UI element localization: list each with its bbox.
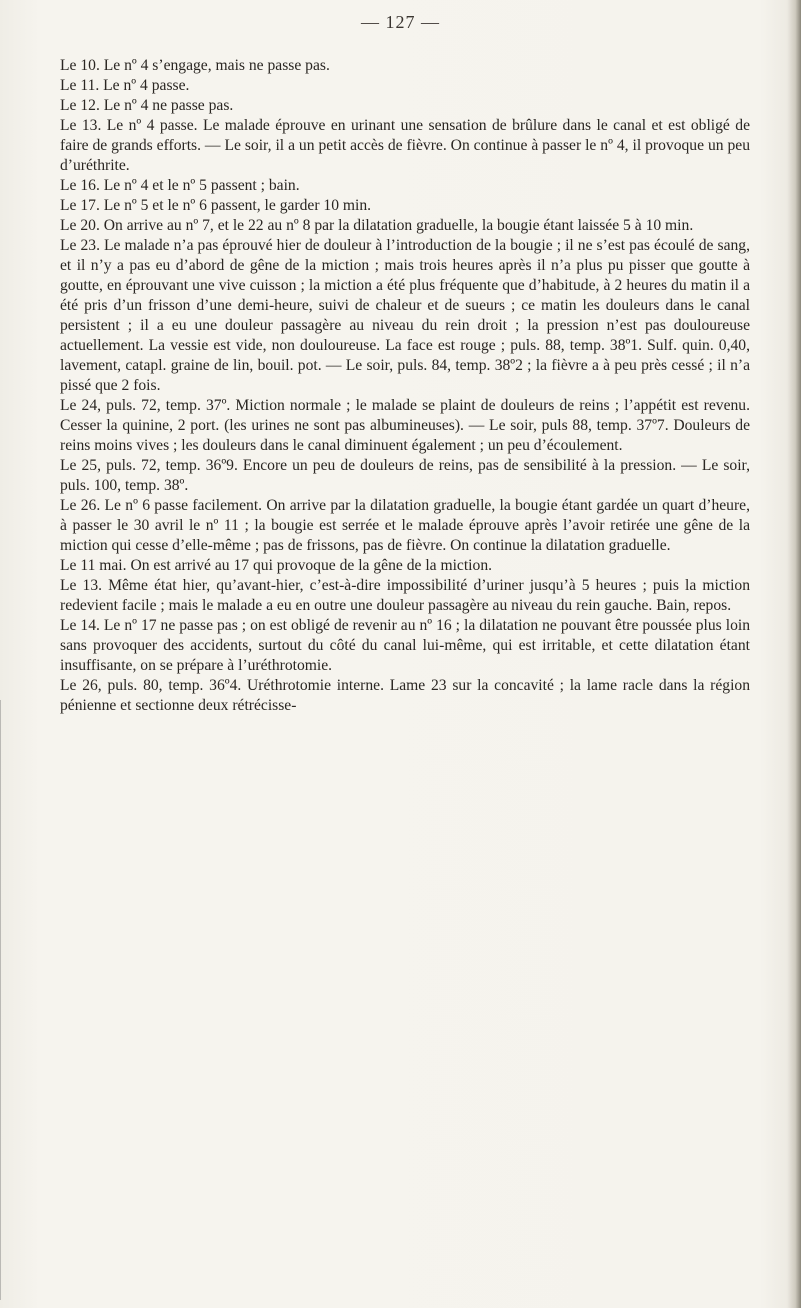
paragraph-day-23: Le 23. Le malade n’a pas éprouvé hier de douleur à l’introduction de la bougie ; il ne s’est pas écoulé de sang, et il n’y a pas eu d’abord de gêne de la miction ; mais trois heures après il n’a plus pu pisser que goutte à goutte, en éprouvant une vive cuisson ; la miction a été plus fréquente que d’habitude, à 2 heures du matin il a été pris d’un frisson d’une demi-heure, suivi de chaleur et de sueurs ; ce matin les douleurs dans le canal persistent ; il a eu une douleur passagère au niveau du rein droit ; la pression n’est pas douloureuse actuellement. La vessie est vide, non douloureuse. La face est rouge ; puls. 88, temp. 38º1. Sulf. quin. 0,40, lavement, catapl. graine de lin, bouil. pot. — Le soir, puls. 84, temp. 38º2 ; la fièvre a à peu près cessé ; il n’a pissé que 2 fois. bbox=[60, 237, 750, 394]
page-edge-shadow bbox=[787, 0, 801, 1308]
page-number: — 127 — bbox=[361, 12, 440, 32]
paragraph-day-11: Le 11. Le nº 4 passe. bbox=[60, 77, 190, 94]
paragraph-day-26: Le 26. Le nº 6 passe facilement. On arrive par la dilatation graduelle, la bougie étant gardée un quart d’heure, à passer le 30 avril le nº 11 ; la bougie est serrée et le malade éprouve après l’avoir retirée une gêne de la miction qui cesse d’elle-même ; pas de frissons, pas de fièvre. On continue la dilatation graduelle. bbox=[60, 497, 750, 554]
paragraph-day-24: Le 24, puls. 72, temp. 37º. Miction normale ; le malade se plaint de douleurs de reins ; l’appétit est revenu. Cesser la quinine, 2 port. (les urines ne sont pas albumineuses). — Le soir, puls 88, temp. 37º7. Douleurs de reins moins vives ; les douleurs dans le canal diminuent également ; un peu d’écoulement. bbox=[60, 397, 750, 454]
paragraph-may-14: Le 14. Le nº 17 ne passe pas ; on est obligé de revenir au nº 16 ; la dilatation ne pouvant être poussée plus loin sans provoquer des accidents, surtout du côté du canal lui-même, qui est irritable, et cette dilatation étant insuffisante, on se prépare à l’uréthrotomie. bbox=[60, 617, 750, 674]
paragraph-day-25: Le 25, puls. 72, temp. 36º9. Encore un peu de douleurs de reins, pas de sensibilité à la pression. — Le soir, puls. 100, temp. 38º. bbox=[60, 457, 750, 494]
paragraph-may-11: Le 11 mai. On est arrivé au 17 qui provoque de la gêne de la miction. bbox=[60, 557, 493, 574]
body-text bbox=[60, 56, 750, 716]
paragraph-day-17: Le 17. Le nº 5 et le nº 6 passent, le garder 10 min. bbox=[60, 197, 372, 214]
paragraph-may-26: Le 26, puls. 80, temp. 36º4. Uréthrotomie interne. Lame 23 sur la concavité ; la lame racle dans la région pénienne et sectionne deux rétrécisse- bbox=[60, 677, 750, 714]
paragraph-day-20: Le 20. On arrive au nº 7, et le 22 au nº 8 par la dilatation graduelle, la bougie étant laissée 5 à 10 min. bbox=[60, 217, 694, 234]
paragraph-may-13: Le 13. Même état hier, qu’avant-hier, c’est-à-dire impossibilité d’uriner jusqu’à 5 heures ; puis la miction redevient facile ; mais le malade a eu en outre une douleur passagère au niveau du rein gauche. Bain, repos. bbox=[60, 577, 750, 614]
margin-line bbox=[0, 700, 9, 1300]
paragraph-day-12: Le 12. Le nº 4 ne passe pas. bbox=[60, 97, 234, 114]
paragraph-day-13: Le 13. Le nº 4 passe. Le malade éprouve en urinant une sensation de brûlure dans le canal et est obligé de faire de grands efforts. — Le soir, il a un petit accès de fièvre. On continue à passer le nº 4, il provoque un peu d’uréthrite. bbox=[60, 117, 750, 174]
paragraph-day-10: Le 10. Le nº 4 s’engage, mais ne passe pas. bbox=[60, 57, 330, 74]
paragraph-day-16: Le 16. Le nº 4 et le nº 5 passent ; bain. bbox=[60, 177, 300, 194]
